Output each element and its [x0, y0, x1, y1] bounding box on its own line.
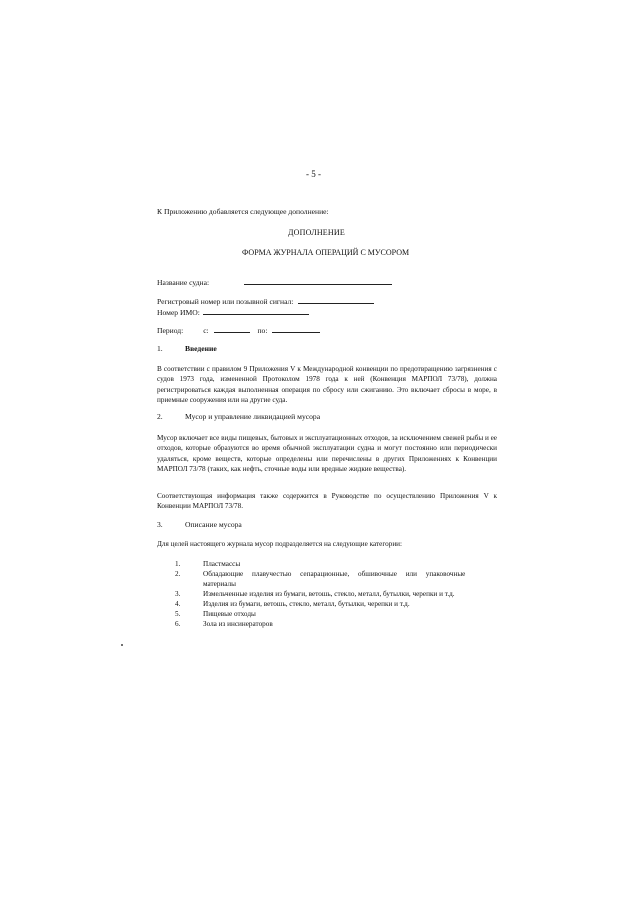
section-number: 1. — [157, 344, 163, 353]
ship-name-field — [157, 277, 392, 287]
reg-number-label: Регистровый номер или позывной сигнал: — [157, 297, 294, 306]
section-title: Описание мусора — [185, 520, 242, 529]
period-field — [157, 325, 320, 335]
addendum-title: ДОПОЛНЕНИЕ — [288, 228, 345, 237]
period-to-label: по: — [257, 326, 268, 335]
section-title: Введение — [185, 344, 217, 353]
imo-number-label: Номер ИМО: — [157, 308, 200, 317]
section-2-text: Мусор включает все виды пищевых, бытовых и эксплуатационных отходов, за исключением свежей рыбы и ее отходов, которые образуются во время обычной эксплуатации судна и могут постоянно или периодически удаляться, кроме веществ, которые определены или перечислены в других Приложениях к Конвенции МАРПОЛ 73/78 (таких, как нефть, сточные воды или вредные жидкие вещества). — [157, 434, 497, 474]
section-number: 3. — [157, 520, 163, 529]
period-to-line — [272, 325, 320, 333]
page-number: - 5 - — [306, 169, 321, 179]
section-3-text: Для целей настоящего журнала мусор подразделяется на следующие категории: — [157, 540, 403, 548]
imo-number-field — [157, 307, 309, 317]
reg-number-line — [298, 296, 374, 304]
section-number: 2. — [157, 412, 163, 421]
section-2-heading — [157, 412, 320, 421]
period-label: Период: — [157, 326, 184, 335]
scan-speck — [121, 644, 123, 646]
period-from-label: с: — [203, 326, 209, 335]
intro-text: К Приложению добавляется следующее дополнение: — [157, 207, 329, 216]
section-3-heading — [157, 520, 242, 529]
period-from-line — [214, 325, 250, 333]
ship-name-line — [244, 277, 392, 285]
imo-number-line — [203, 307, 309, 315]
section-title: Мусор и управление ликвидацией мусора — [185, 412, 321, 421]
form-title: ФОРМА ЖУРНАЛА ОПЕРАЦИЙ С МУСОРОМ — [242, 248, 410, 257]
ship-name-label: Название судна: — [157, 278, 210, 287]
section-2-text-2: Соответствующая информация также содержится в Руководстве по осуществлению Приложения V к Конвенции МАРПОЛ 73/78. — [157, 492, 497, 511]
section-1-heading — [157, 344, 217, 353]
section-1-text: В соответствии с правилом 9 Приложения V к Международной конвенции по предотвращению загрязнения с судов 1973 года, измененной Протоколом 1978 года к ней (Конвенция МАРПОЛ 73/78), должна регистрироваться каждая выполненная операция по сбросу или сжиганию. Это включает сбросы в море, в приемные сооружения или на другие суда. — [157, 365, 497, 405]
reg-number-field — [157, 296, 374, 306]
